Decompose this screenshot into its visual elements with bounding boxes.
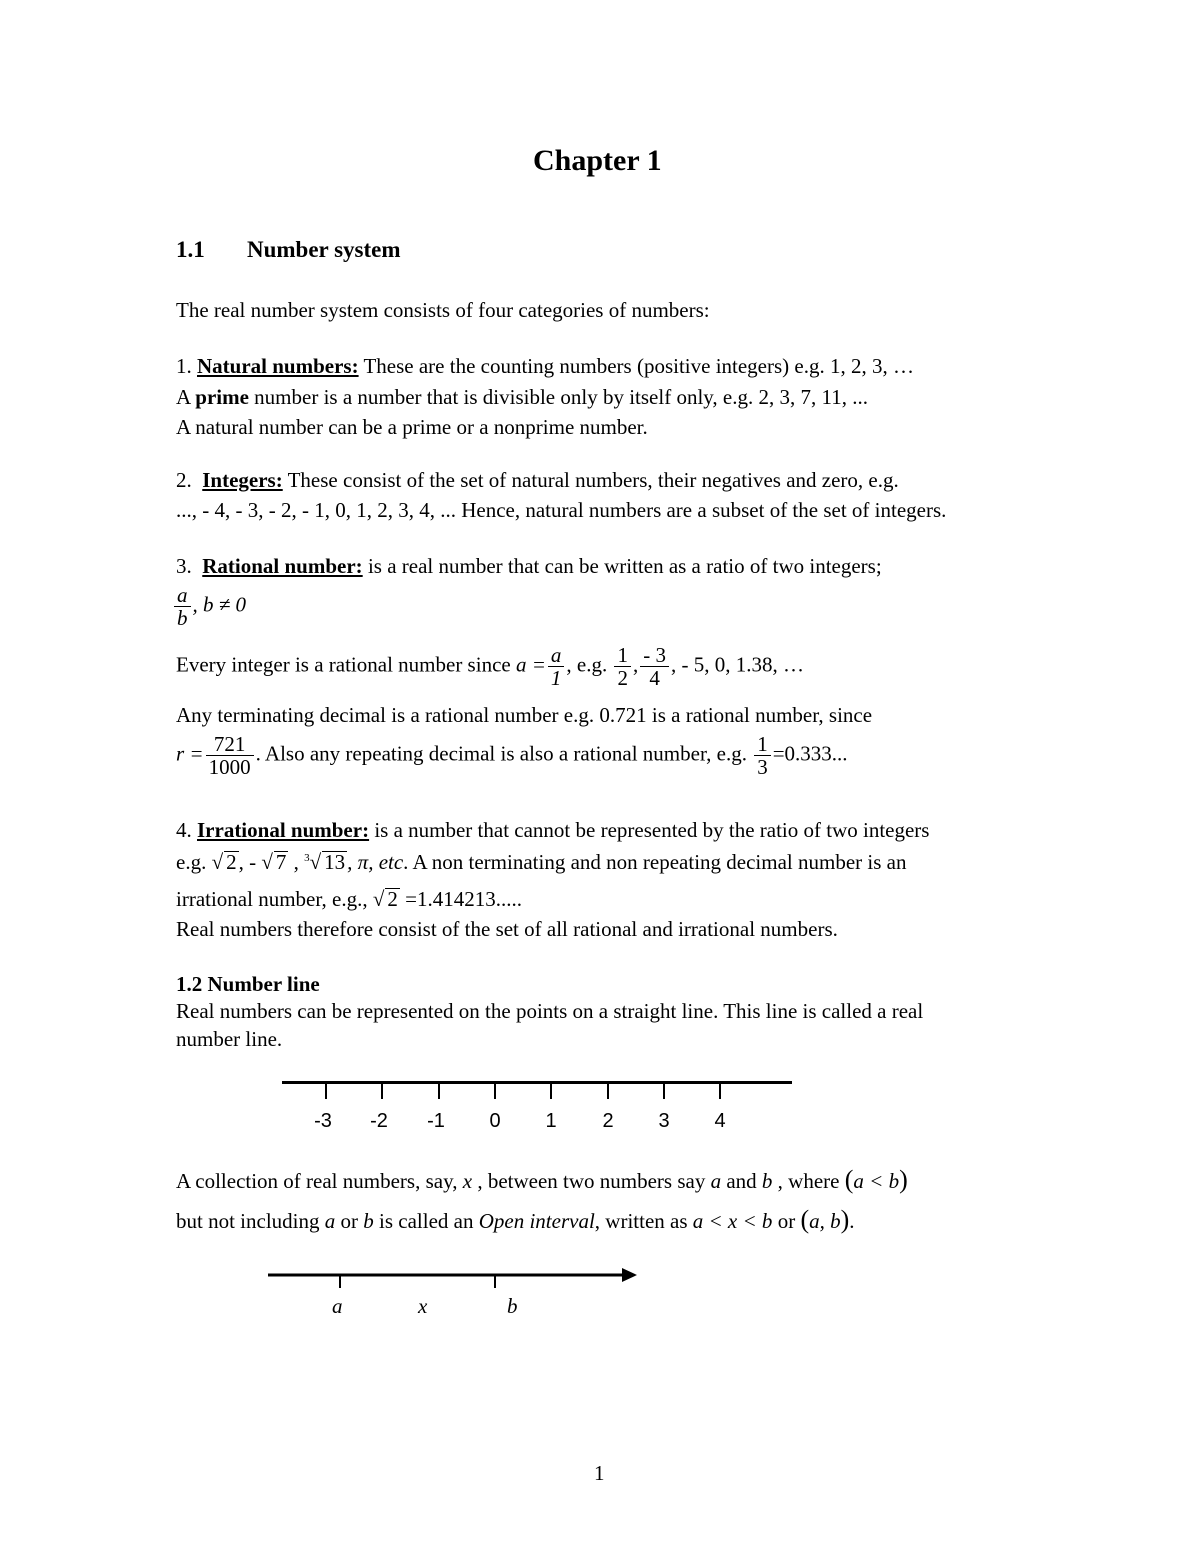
fraction-neg3-over-4: $\frac{- 3}{4}$ (640, 644, 669, 689)
sqrt-2-value: =1.414213..... (399, 887, 522, 911)
paren-open: ( (800, 1205, 810, 1234)
interval-text: A collection of real numbers, say, (176, 1169, 463, 1193)
interval-where: , where (772, 1169, 845, 1193)
number-line-tick (325, 1083, 327, 1099)
number-line-tick-label: -1 (427, 1110, 445, 1132)
irrational-term: Irrational number: (197, 818, 370, 842)
repeating-value: =0.333... (772, 741, 848, 766)
item-number: 2. (176, 468, 192, 492)
rational-condition: , b ≠ 0 (192, 592, 247, 617)
label-x: x (418, 1294, 428, 1318)
natural-example: 1, 2, 3, … (830, 354, 914, 378)
condition-a-lt-b: a < b (853, 1169, 900, 1193)
natural-term: Natural numbers: (197, 354, 359, 378)
terminating-text: Any terminating decimal is a rational number e.g. (176, 703, 600, 727)
number-line-tick (607, 1083, 609, 1099)
r-equals: r = (176, 741, 204, 766)
number-line-tick (381, 1083, 383, 1099)
rational-terminating (176, 705, 872, 726)
sqrt-2: 2 (226, 850, 237, 874)
rational-line-1 (176, 556, 882, 577)
integers-text: These consist of the set of natural numbers, their negatives and zero, e.g. (282, 468, 899, 492)
item-number: 3. (176, 554, 192, 578)
fraction-1-over-3: $\frac{1}{3}$ (754, 733, 771, 778)
section-number: 1.1 (176, 237, 205, 262)
pair-a-b: a, b (809, 1209, 841, 1233)
irrational-line-1 (176, 820, 929, 841)
separator: , (288, 850, 305, 874)
rational-term: Rational number: (202, 554, 363, 578)
interval-and: and (721, 1169, 762, 1193)
terminating-tail: is a rational number, since (646, 703, 873, 727)
interval-text: , between two numbers say (472, 1169, 711, 1193)
number-line-tick-label: -3 (314, 1110, 332, 1132)
number-line-tick (550, 1083, 552, 1099)
number-line-tick (663, 1083, 665, 1099)
arrow-head-icon (622, 1268, 637, 1282)
rational-definition (172, 584, 246, 629)
integers-line-2 (176, 500, 946, 521)
irrational-eg: e.g. (176, 850, 212, 874)
number-line-tick-label: 0 (489, 1110, 501, 1132)
var-x: x (462, 1169, 473, 1193)
natural-line-1 (176, 356, 914, 377)
number-line-tick-label: -2 (370, 1110, 388, 1132)
prime-example: 2, 3, 7, 11, ... (758, 385, 868, 409)
number-line-text-2: number line. (176, 1027, 283, 1051)
integers-line-1 (176, 470, 899, 491)
irrational-more: , π, etc (347, 850, 404, 874)
number-line-tick (438, 1083, 440, 1099)
natural-line-3: A natural number can be a prime or a nonprime number. (176, 415, 648, 439)
number-line-tick-label: 2 (602, 1110, 614, 1132)
irrational-line-3: irrational number, e.g., √ 2 =1.414213..... (176, 887, 522, 911)
real-number-line (282, 1081, 792, 1084)
sqrt-2: 2 (387, 887, 398, 911)
rational-text: is a real number that can be written as a ratio of two integers; (362, 554, 882, 578)
interval-or: or (335, 1209, 364, 1233)
interval-or: or (772, 1209, 801, 1233)
number-line-tick (719, 1083, 721, 1099)
natural-text: These are the counting numbers (positive integers) e.g. (358, 354, 830, 378)
interval-text: but not including (176, 1209, 325, 1233)
every-eg: , e.g. (566, 652, 613, 677)
sqrt-7: 7 (275, 850, 287, 874)
number-line-tick (494, 1083, 496, 1099)
interval-written: , written as (594, 1209, 693, 1233)
page-number: 1 (594, 1461, 605, 1485)
period: . (849, 1209, 855, 1233)
irrational-text: is a number that cannot be represented by the ratio of two integers (369, 818, 930, 842)
terminating-value: 0.721 (599, 703, 647, 727)
open-interval-line (260, 1262, 650, 1292)
example-tail: , - 5, 0, 1.38, … (670, 652, 804, 677)
irrational-example-text: irrational number, e.g., (176, 887, 373, 911)
every-text: Every integer is a rational number since (176, 652, 516, 677)
separator: , - (238, 850, 262, 874)
integers-example: ..., - 4, - 3, - 2, - 1, 0, 1, 2, 3, 4, ... (176, 498, 456, 522)
fraction-721-over-1000: $\frac{721}{1000}$ (206, 733, 254, 778)
label-b: b (507, 1294, 518, 1318)
cube-root-index: 3 (304, 852, 310, 864)
var-a: a (710, 1169, 722, 1193)
inequality: a < x < b (692, 1209, 773, 1233)
paren-close: ) (899, 1165, 908, 1194)
var-a: a (324, 1209, 336, 1233)
irrational-line-2: e.g. √ 2, - √ 7 , $^3$√ 13, π, etc. A non terminating and non repeating decimal number is an (176, 850, 907, 874)
interval-line-1 (176, 1167, 908, 1193)
number-line-text-1: Real numbers can be represented on the points on a straight line. This line is called a real (176, 999, 924, 1023)
prime-prefix: A (176, 385, 196, 409)
label-a: a (332, 1294, 343, 1318)
number-line-tick-label: 3 (658, 1110, 670, 1132)
item-number: 1. (176, 354, 192, 378)
cbrt-13: 13 (324, 850, 346, 874)
natural-line-2 (176, 387, 868, 408)
rational-every-integer (176, 644, 804, 689)
interval-line-2 (176, 1207, 855, 1233)
prime-text: number is a number that is divisible only by itself only, e.g. (248, 385, 759, 409)
paren-open: ( (844, 1165, 854, 1194)
interval-text: is called an (373, 1209, 479, 1233)
repeating-text: . Also any repeating decimal is also a rational number, e.g. (255, 741, 753, 766)
section-title: Number system (247, 237, 401, 262)
example-comma: , (632, 652, 639, 677)
fraction-a-over-b: $\frac{a}{b}$ (174, 584, 191, 629)
irrational-tail: . A non terminating and non repeating decimal number is an (403, 850, 907, 874)
var-b: b (363, 1209, 374, 1233)
rational-repeating (176, 733, 848, 778)
integers-tail: Hence, natural numbers are a subset of the set of integers. (455, 498, 947, 522)
irrational-line-4: Real numbers therefore consist of the set of all rational and irrational numbers. (176, 917, 838, 941)
number-line-heading: 1.2 Number line (176, 972, 320, 996)
fraction-1-over-2: $\frac{1}{2}$ (614, 644, 631, 689)
fraction-a-over-1: $\frac{a}{1}$ (548, 644, 565, 689)
open-interval-term: Open interval (478, 1209, 595, 1233)
var-b: b (761, 1169, 773, 1193)
every-eq: a = (515, 652, 546, 677)
paren-close: ) (840, 1205, 850, 1234)
prime-term: prime (195, 385, 249, 409)
item-number: 4. (176, 818, 192, 842)
integers-term: Integers: (202, 468, 283, 492)
number-line-tick-label: 4 (714, 1110, 726, 1132)
chapter-title: Chapter 1 (533, 144, 662, 177)
number-line-tick-label: 1 (545, 1110, 557, 1132)
intro-text: The real number system consists of four categories of numbers: (176, 298, 710, 322)
